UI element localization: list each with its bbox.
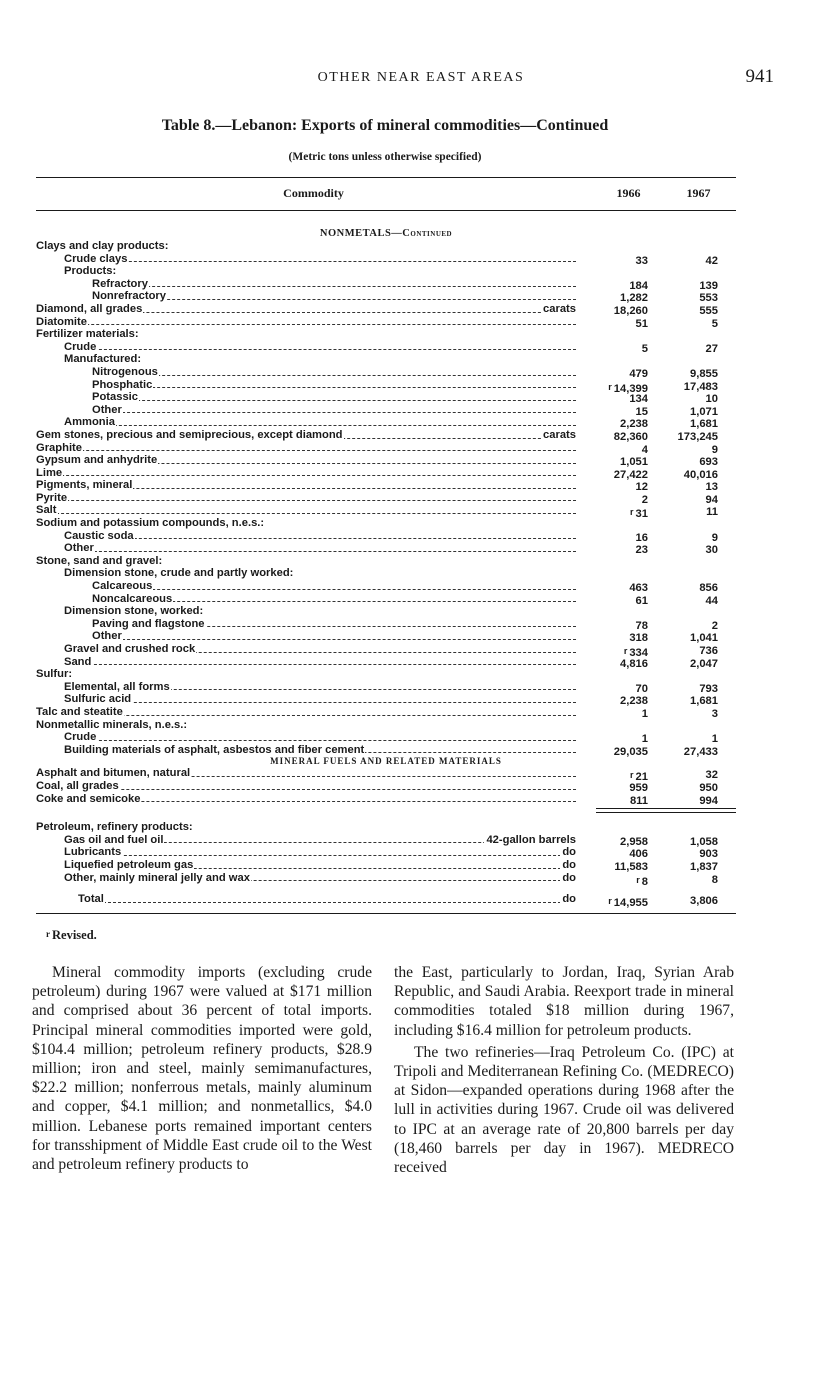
row-label: Sodium and potassium compounds, n.e.s.: xyxy=(36,517,265,530)
value-1966-number: 959 xyxy=(629,781,648,794)
table-title: Table 8.—Lebanon: Exports of mineral commodities—Continued xyxy=(161,117,609,134)
row-label: Diamond, all grades xyxy=(36,302,143,315)
value-1967: 11 xyxy=(706,506,718,519)
row-label: Dimension stone, crude and partly worked: xyxy=(64,567,294,580)
row-unit: 42-gallon barrels xyxy=(486,833,576,846)
value-1967: 42 xyxy=(705,254,718,267)
value-1966-number: 61 xyxy=(635,594,648,607)
dot-leader xyxy=(36,500,576,501)
row-label: Stone, sand and gravel: xyxy=(36,554,163,567)
table-rows-petroleum xyxy=(36,821,736,888)
table-row xyxy=(36,618,736,631)
value-1966-number: 1 xyxy=(641,733,648,746)
table-row xyxy=(36,442,736,455)
total-1966 xyxy=(596,895,648,910)
row-label-cell xyxy=(36,404,576,417)
row-label: Ammonia xyxy=(64,416,115,429)
body-column-right xyxy=(394,963,734,1177)
value-1966-number: 463 xyxy=(629,582,648,595)
row-label: Elemental, all forms xyxy=(64,680,170,693)
table-row xyxy=(36,328,736,341)
total-1966-number: 14,955 xyxy=(613,897,648,910)
table-row xyxy=(36,378,736,395)
table-rows-nonmetals xyxy=(36,240,736,756)
row-label-cell xyxy=(36,492,576,505)
total-1967: 3,806 xyxy=(690,895,718,908)
table-row xyxy=(36,253,736,266)
row-label-cell xyxy=(36,643,576,656)
row-unit: do xyxy=(562,846,576,859)
dot-leader xyxy=(92,412,576,413)
row-label-cell xyxy=(36,846,576,859)
value-1967: 13 xyxy=(705,481,718,494)
value-1967: 30 xyxy=(705,544,718,557)
table-row xyxy=(36,719,736,732)
table-row xyxy=(36,404,736,417)
value-1966-number: 4,816 xyxy=(620,657,648,670)
row-label: Sand xyxy=(64,655,92,668)
table-row xyxy=(36,542,736,555)
page-number: 941 xyxy=(745,66,774,87)
row-label: Pigments, mineral xyxy=(36,479,133,492)
row-unit: do xyxy=(562,871,576,884)
row-label: Refractory xyxy=(92,277,148,290)
row-label: Talc and steatite xyxy=(36,705,123,718)
row-unit: do xyxy=(562,858,576,871)
dot-leader xyxy=(92,387,576,388)
row-label: Coke and semicoke xyxy=(36,792,141,805)
row-unit: carats xyxy=(543,302,576,315)
footnote-mark: r xyxy=(46,929,50,939)
value-1967: 856 xyxy=(699,582,718,595)
table-row xyxy=(36,517,736,530)
value-1967: 555 xyxy=(699,304,718,317)
row-label: Crude xyxy=(64,340,97,353)
row-label-cell xyxy=(36,265,576,278)
row-label: Gem stones, precious and semiprecious, except diamond xyxy=(36,428,343,441)
value-1966-number: 318 xyxy=(629,632,648,645)
table-row xyxy=(36,821,736,834)
row-label: Phosphatic xyxy=(92,378,153,391)
value-1967: 903 xyxy=(699,848,718,861)
dot-leader xyxy=(36,324,576,325)
table-top-rule xyxy=(36,177,736,178)
row-label-cell xyxy=(36,656,576,669)
row-label-cell xyxy=(36,530,576,543)
value-1967: 1,837 xyxy=(690,860,718,873)
footnote-text: Revised. xyxy=(52,928,97,942)
row-unit: do xyxy=(562,893,576,906)
table-row xyxy=(36,567,736,580)
body-column-left xyxy=(32,963,372,1174)
row-label: Other xyxy=(92,630,122,643)
table-bottom-rule xyxy=(36,913,736,914)
row-label: Salt xyxy=(36,504,57,517)
row-label: Other xyxy=(64,542,94,555)
dot-leader xyxy=(64,551,576,552)
row-label: Gas oil and fuel oil xyxy=(64,833,164,846)
value-1967: 9 xyxy=(711,531,718,544)
value-1967: 693 xyxy=(699,456,718,469)
row-label: Other xyxy=(92,403,122,416)
row-label-cell xyxy=(36,240,576,253)
dot-leader xyxy=(92,286,576,287)
paragraph: Mineral commodity imports (excluding crude petroleum) during 1967 were valued at $171 million and comprised about 36 percent of total imports. Principal mineral commodities imported were gold, $104.4 million; petroleum refinery products, $28.9 million; iron and steel, mainly semimanufactures, $22.2 million; nonferrous metals, mainly aluminum and copper, $4.1 million; and nonmetallics, $4.0 million. Lebanese ports remained important centers for transshipment of Middle East crude oil to the West and petroleum refinery products to xyxy=(32,964,372,1174)
dot-leader xyxy=(64,425,576,426)
table-row xyxy=(36,744,736,757)
row-label-cell xyxy=(36,859,576,872)
dot-leader xyxy=(36,513,576,514)
value-1967: 5 xyxy=(711,317,718,330)
row-label-cell xyxy=(36,630,576,643)
value-1966-number: 21 xyxy=(635,771,648,784)
value-1967: 27 xyxy=(705,342,718,355)
row-label-cell xyxy=(36,366,576,379)
row-label: Nitrogenous xyxy=(92,365,158,378)
value-1967: 1,058 xyxy=(690,835,718,848)
value-1967: 8 xyxy=(711,873,718,886)
value-1966-number: 1 xyxy=(641,707,648,720)
row-label: Sulfuric acid xyxy=(64,693,132,706)
table-row xyxy=(36,353,736,366)
table-row xyxy=(36,593,736,606)
row-label: Noncalcareous xyxy=(92,592,173,605)
table-row xyxy=(36,767,736,784)
row-label-cell xyxy=(36,821,576,834)
row-unit: carats xyxy=(543,428,576,441)
value-1967: 44 xyxy=(705,594,718,607)
table-row xyxy=(36,416,736,429)
row-label: Manufactured: xyxy=(64,353,142,366)
value-1966-number: 27,422 xyxy=(613,468,648,481)
dot-leader xyxy=(92,589,576,590)
row-label-cell xyxy=(36,454,576,467)
table-row xyxy=(36,479,736,492)
row-label-cell xyxy=(36,872,576,885)
row-label-cell xyxy=(36,618,576,631)
value-1967: 553 xyxy=(699,292,718,305)
value-1967: 10 xyxy=(705,393,718,406)
value-1967: 1 xyxy=(711,733,718,746)
table-row xyxy=(36,706,736,719)
table-row xyxy=(36,580,736,593)
dot-leader xyxy=(36,475,576,476)
value-1966 xyxy=(596,795,648,808)
value-1967: 950 xyxy=(699,781,718,794)
row-label: Calcareous xyxy=(92,580,153,593)
table-row xyxy=(36,366,736,379)
row-label: Gravel and crushed rock xyxy=(64,643,196,655)
row-label: Building materials of asphalt, asbestos and fiber cement xyxy=(64,743,365,756)
row-label-cell xyxy=(36,555,576,568)
value-1966-number: 334 xyxy=(629,647,648,659)
table-row xyxy=(36,871,736,888)
table-row xyxy=(36,265,736,278)
value-1967: 32 xyxy=(705,769,718,782)
dot-leader xyxy=(64,664,576,665)
dot-leader xyxy=(64,855,576,856)
value-1966-number: 184 xyxy=(629,279,648,292)
value-1966-number: 18,260 xyxy=(613,304,648,317)
value-1967: 139 xyxy=(699,279,718,292)
dot-leader xyxy=(64,740,576,741)
table-row xyxy=(36,793,736,806)
dot-leader xyxy=(36,450,576,451)
value-1967: 3 xyxy=(711,707,718,720)
table-row xyxy=(36,731,736,744)
value-1966-number: 23 xyxy=(635,544,648,557)
row-label-cell xyxy=(36,580,576,593)
table-row xyxy=(36,859,736,872)
table-row xyxy=(36,530,736,543)
row-label: Graphite xyxy=(36,441,83,454)
revised-mark: r xyxy=(630,770,634,781)
value-1966-number: 82,360 xyxy=(613,430,648,443)
row-label: Dimension stone, worked: xyxy=(64,605,204,618)
value-1966-number: 1,282 xyxy=(620,292,648,305)
value-1967: 2 xyxy=(711,619,718,632)
total-row xyxy=(36,893,736,910)
table-row-total xyxy=(36,893,736,910)
value-1966-number: 31 xyxy=(635,508,648,521)
value-1966-number: 4 xyxy=(641,443,648,456)
row-label: Products: xyxy=(64,265,117,278)
value-1967: 27,433 xyxy=(683,745,718,758)
value-1967: 994 xyxy=(699,794,718,807)
table-row xyxy=(36,429,736,442)
row-label-cell xyxy=(36,379,576,392)
value-1966-number: 811 xyxy=(629,794,648,807)
value-1966-number: 78 xyxy=(635,619,648,632)
dot-leader xyxy=(64,349,576,350)
table-row xyxy=(36,555,736,568)
table-row xyxy=(36,656,736,669)
column-header-commodity: Commodity xyxy=(283,186,344,200)
subtotal-double-rule xyxy=(596,808,736,813)
dot-leader xyxy=(64,538,576,539)
revised-mark: r xyxy=(608,896,612,907)
total-label: Total xyxy=(78,893,104,906)
value-1966 xyxy=(596,874,648,889)
table-row xyxy=(36,290,736,303)
row-label-cell xyxy=(36,767,576,780)
value-1967: 1,071 xyxy=(690,405,718,418)
row-label: Gypsum and anhydrite xyxy=(36,454,158,467)
table-row xyxy=(36,693,736,706)
value-1966-number: 12 xyxy=(635,481,648,494)
value-1966-number: 14,399 xyxy=(613,382,648,395)
row-label-cell xyxy=(36,442,576,455)
row-label: Petroleum, refinery products: xyxy=(36,821,193,834)
table-row xyxy=(36,341,736,354)
row-label-cell xyxy=(36,693,576,706)
dot-leader xyxy=(78,902,576,903)
row-label-cell xyxy=(36,744,576,757)
value-1967: 2,047 xyxy=(690,657,718,670)
row-label-cell xyxy=(36,517,576,530)
row-label-cell xyxy=(36,479,576,492)
footnote xyxy=(46,928,97,943)
value-1967: 17,483 xyxy=(683,380,718,393)
revised-mark: r xyxy=(630,507,634,518)
column-header-1966: 1966 xyxy=(616,186,641,200)
row-label-cell xyxy=(36,467,576,480)
table-row xyxy=(36,316,736,329)
paragraph: The two refineries—Iraq Petroleum Co. (IPC) at Tripoli and Mediterranean Refining Co. (MEDRECO) at Sidon—expanded operations during 1968 after the lull in activities during 1967. Crude oil was delivered to IPC at an average rate of 20,800 barrels per day (18,460 barrels per day in 1967). MEDRECO received xyxy=(394,1043,734,1177)
value-1966-number: 33 xyxy=(635,254,648,267)
value-1967: 9,855 xyxy=(690,367,718,380)
table-row xyxy=(36,303,736,316)
row-label-cell xyxy=(36,681,576,694)
row-label-cell xyxy=(36,780,576,793)
row-label: Sulfur: xyxy=(36,668,73,681)
row-label: Coal, all grades xyxy=(36,779,119,792)
row-label-cell xyxy=(36,719,576,732)
row-label-cell xyxy=(36,731,576,744)
table-row xyxy=(36,780,736,793)
row-label-cell xyxy=(36,834,576,847)
section-heading-fuels: MINERAL FUELS AND RELATED MATERIALS xyxy=(270,756,502,767)
row-label: Clays and clay products: xyxy=(36,240,169,252)
dot-leader xyxy=(92,375,576,376)
row-label: Potassic xyxy=(92,391,139,404)
value-1967: 9 xyxy=(711,443,718,456)
row-label-cell xyxy=(36,893,576,906)
row-label-cell xyxy=(36,668,576,681)
row-label-cell xyxy=(36,328,576,341)
table-row xyxy=(36,834,736,847)
row-label: Other, mainly mineral jelly and wax xyxy=(64,871,250,884)
table-row xyxy=(36,605,736,618)
row-label-cell xyxy=(36,353,576,366)
value-1966-number: 11,583 xyxy=(614,860,648,873)
table-row xyxy=(36,240,736,253)
value-1966-number: 2 xyxy=(641,493,648,506)
row-label-cell xyxy=(36,793,576,806)
table-row xyxy=(36,630,736,643)
value-1967: 40,016 xyxy=(683,468,718,481)
table-row xyxy=(36,492,736,505)
table-row xyxy=(36,846,736,859)
row-label-cell xyxy=(36,278,576,291)
table-rows-fuels xyxy=(36,767,736,805)
row-label: Diatomite xyxy=(36,315,87,328)
row-label-cell xyxy=(36,429,576,442)
row-label: Crude xyxy=(64,731,97,744)
table-header-rule xyxy=(36,210,736,211)
dot-leader xyxy=(92,639,576,640)
value-1966 xyxy=(596,746,648,759)
row-label-cell xyxy=(36,567,576,580)
value-1966-number: 8 xyxy=(641,875,648,888)
row-label: Fertilizer materials: xyxy=(36,328,139,341)
value-1967: 173,245 xyxy=(677,430,718,443)
table-row xyxy=(36,681,736,694)
value-1966-number: 15 xyxy=(635,405,648,418)
table-row xyxy=(36,643,736,659)
table-header-row xyxy=(36,186,736,208)
table-row xyxy=(36,668,736,681)
table-row xyxy=(36,391,736,404)
table-row xyxy=(36,454,736,467)
value-1967: 94 xyxy=(705,493,718,506)
row-label: Liquefied petroleum gas xyxy=(64,858,194,871)
row-label: Nonmetallic minerals, n.e.s.: xyxy=(36,718,188,731)
value-1967: 793 xyxy=(699,682,718,695)
value-1967: 1,041 xyxy=(690,632,718,645)
row-label-cell xyxy=(36,391,576,404)
dot-leader xyxy=(92,400,576,401)
row-label: Asphalt and bitumen, natural xyxy=(36,767,191,780)
value-1967: 1,681 xyxy=(690,695,718,708)
row-label-cell xyxy=(36,593,576,606)
row-label-cell xyxy=(36,253,576,266)
row-label-cell xyxy=(36,416,576,429)
row-label-cell xyxy=(36,316,576,329)
row-label: Nonrefractory xyxy=(92,290,166,303)
value-1966-number: 51 xyxy=(635,317,648,330)
value-1966-number: 1,051 xyxy=(620,456,648,469)
value-1967: 1,681 xyxy=(690,418,718,431)
value-1967: 736 xyxy=(699,645,718,657)
row-label-cell xyxy=(36,605,576,618)
revised-mark: r xyxy=(636,874,640,885)
revised-mark: r xyxy=(623,646,628,656)
running-head xyxy=(36,66,774,90)
table-row xyxy=(36,467,736,480)
row-label-cell xyxy=(36,341,576,354)
table-row xyxy=(36,278,736,291)
row-label-cell xyxy=(36,542,576,555)
row-label-cell xyxy=(36,290,576,303)
row-label-cell xyxy=(36,706,576,719)
row-label: Paving and flagstone xyxy=(92,617,205,630)
dot-leader xyxy=(64,261,576,262)
paragraph-continuation: the East, particularly to Jordan, Iraq, Syrian Arab Republic, and Saudi Arabia. Reexport trade in mineral commodities totaled $18 million during 1967, including $16.4 million for petroleum products. xyxy=(394,964,734,1039)
value-1966-number: 134 xyxy=(629,393,648,406)
table-row xyxy=(36,504,736,521)
value-1966-number: 29,035 xyxy=(613,745,648,758)
column-header-1967: 1967 xyxy=(686,186,711,200)
section-heading-nonmetals: NONMETALS—Continued xyxy=(319,228,453,239)
value-1966-number: 406 xyxy=(629,848,648,861)
value-1966-number: 2,958 xyxy=(620,835,648,848)
row-label: Lime xyxy=(36,466,63,479)
table-subtitle: (Metric tons unless otherwise specified) xyxy=(288,151,482,163)
row-label: Caustic soda xyxy=(64,529,134,542)
value-1966-number: 2,238 xyxy=(620,418,648,431)
value-1966-number: 2,238 xyxy=(620,695,648,708)
row-label-cell xyxy=(36,504,576,517)
running-title: OTHER NEAR EAST AREAS xyxy=(317,70,525,85)
value-1966-number: 479 xyxy=(629,367,648,380)
row-label-cell xyxy=(36,303,576,316)
row-label: Crude clays xyxy=(64,252,128,265)
row-label: Lubricants xyxy=(64,846,122,859)
revised-mark: r xyxy=(608,381,612,392)
value-1966-number: 5 xyxy=(641,342,648,355)
dot-leader xyxy=(64,702,576,703)
value-1966-number: 70 xyxy=(635,682,648,695)
row-label: Pyrite xyxy=(36,491,68,504)
value-1966-number: 16 xyxy=(635,531,648,544)
table-body xyxy=(36,226,736,910)
